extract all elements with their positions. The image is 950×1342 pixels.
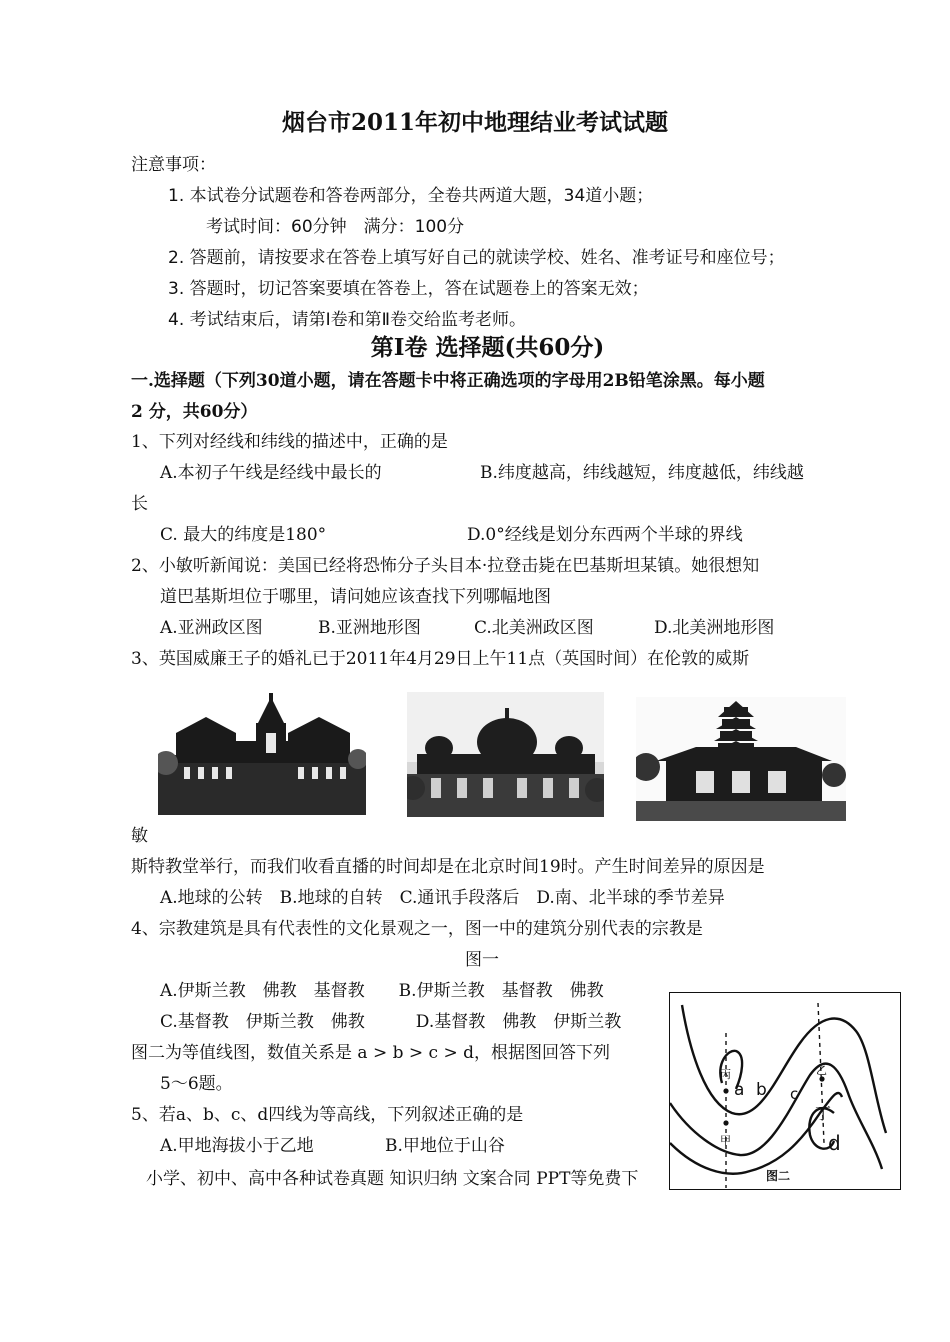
q1-stem: 1、下列对经线和纬线的描述中，正确的是 bbox=[131, 432, 448, 452]
q3-stem-line2: 斯特教堂举行，而我们收看直播的时间却是在北京时间19时。产生时间差异的原因是 bbox=[131, 857, 765, 877]
contour-lines bbox=[670, 993, 899, 1188]
notice-item-2: 2. 答题前，请按要求在答卷上填写好自己的就读学校、姓名、准考证号和座位号； bbox=[168, 248, 785, 268]
label-c: c bbox=[790, 1085, 799, 1103]
q2-option-a: A.亚洲政区图 bbox=[160, 618, 263, 638]
label-bing: 丙 bbox=[720, 1068, 731, 1081]
notice-item-3: 3. 答题时，切记答案要填在答卷上，答在试题卷上的答案无效； bbox=[168, 279, 649, 299]
section-title: 第Ⅰ卷 选择题(共60分) bbox=[370, 334, 605, 361]
q5-option-b: B.甲地位于山谷 bbox=[385, 1136, 505, 1156]
figure2-contour-map bbox=[669, 992, 901, 1190]
figure1-caption: 图一 bbox=[465, 950, 499, 970]
q5-6-intro-line1: 图二为等值线图，数值关系是 a > b > c > d，根据图回答下列 bbox=[131, 1043, 610, 1063]
exam-title: 烟台市2011年初中地理结业考试试题 bbox=[281, 109, 668, 136]
label-ding: 丁 bbox=[815, 1104, 832, 1123]
church-building-photo bbox=[158, 693, 366, 815]
q2-option-d: D.北美洲地形图 bbox=[654, 618, 775, 638]
q2-stem-line1: 2、小敏听新闻说：美国已经将恐怖分子头目本·拉登击毙在巴基斯坦某镇。她很想知 bbox=[131, 556, 760, 576]
q1-option-b-cont: 长 bbox=[131, 494, 148, 514]
pagoda-temple-photo bbox=[636, 697, 846, 821]
q1-option-a: A.本初子午线是经线中最长的 bbox=[160, 463, 382, 483]
figure2-caption: 图二 bbox=[766, 1169, 791, 1183]
notice-item-4: 4. 考试结束后，请第Ⅰ卷和第Ⅱ卷交给监考老师。 bbox=[168, 310, 527, 330]
q1-option-d: D.0°经线是划分东西两个半球的界线 bbox=[467, 525, 743, 545]
label-yi: 乙 bbox=[816, 1064, 827, 1077]
q5-6-intro-line2: 5～6题。 bbox=[160, 1074, 233, 1094]
q2-stem-line2: 道巴基斯坦位于哪里，请问她应该查找下列哪幅地图 bbox=[160, 587, 551, 607]
footer-text: 小学、初中、高中各种试卷真题 知识归纳 文案合同 PPT等免费下 bbox=[146, 1169, 639, 1189]
label-jia: 甲 bbox=[720, 1134, 731, 1147]
notice-item-1-time: 考试时间：60分钟 满分：100分 bbox=[206, 217, 465, 237]
label-d: d bbox=[828, 1131, 841, 1155]
q5-option-a: A.甲地海拔小于乙地 bbox=[160, 1136, 314, 1156]
section-instruction-line2: 2 分，共60分） bbox=[131, 402, 258, 422]
label-a: a bbox=[734, 1080, 745, 1100]
q4-options-row2: C.基督教 伊斯兰教 佛教 D.基督教 佛教 伊斯兰教 bbox=[160, 1012, 622, 1032]
q4-stem: 4、宗教建筑是具有代表性的文化景观之一，图一中的建筑分别代表的宗教是 bbox=[131, 919, 703, 939]
q1-option-c: C. 最大的纬度是180° bbox=[160, 525, 327, 545]
notice-item-1: 1. 本试卷分试题卷和答卷两部分，全卷共两道大题，34道小题； bbox=[168, 186, 654, 206]
q4-options-row1: A.伊斯兰教 佛教 基督教 B.伊斯兰教 基督教 佛教 bbox=[160, 981, 604, 1001]
mosque-building-photo bbox=[407, 692, 604, 817]
q3-options: A.地球的公转 B.地球的自转 C.通讯手段落后 D.南、北半球的季节差异 bbox=[160, 888, 725, 908]
q3-stem-line1: 3、英国威廉王子的婚礼已于2011年4月29日上午11点（英国时间）在伦敦的威斯 bbox=[131, 649, 750, 669]
notice-label: 注意事项： bbox=[131, 155, 216, 175]
q2-option-c: C.北美洲政区图 bbox=[474, 618, 594, 638]
q2-option-b: B.亚洲地形图 bbox=[318, 618, 421, 638]
q5-stem: 5、若a、b、c、d四线为等高线，下列叙述正确的是 bbox=[131, 1105, 524, 1125]
label-b: b bbox=[756, 1080, 767, 1100]
q3-stem-fragment: 敏 bbox=[131, 826, 148, 846]
section-instruction-line1: 一.选择题（下列30道小题，请在答题卡中将正确选项的字母用2B铅笔涂黑。每小题 bbox=[131, 371, 765, 391]
q1-option-b: B.纬度越高，纬线越短，纬度越低，纬线越 bbox=[480, 463, 804, 483]
